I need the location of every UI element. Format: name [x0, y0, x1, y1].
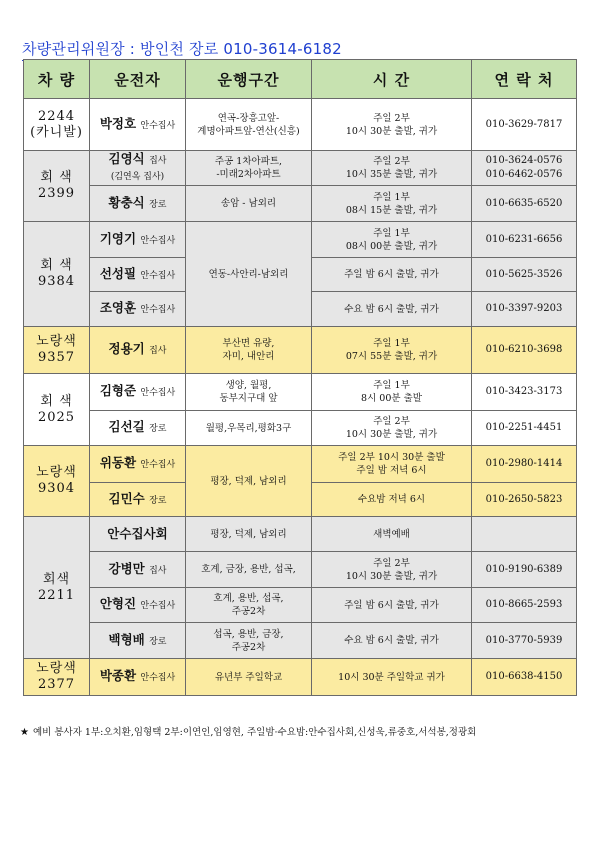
route-cell — [186, 552, 312, 588]
phone-number: 010-2980-1414 — [485, 458, 563, 469]
table-row — [24, 623, 577, 659]
vehicle-number: 2211 — [37, 587, 76, 603]
driver-cell — [90, 327, 186, 374]
time-text: 주일 1부 — [373, 338, 410, 349]
phone-number: 010-2251-4451 — [485, 422, 563, 433]
table-row — [24, 151, 577, 186]
driver-cell — [90, 659, 186, 696]
driver-cell — [90, 258, 186, 292]
time-text: 주일 밤 6시 출발, 귀가 — [344, 599, 439, 611]
vehicle-cell — [24, 99, 90, 151]
driver-role: 안수집사 — [140, 270, 176, 281]
vehicle-color: 노랑색 — [36, 334, 77, 349]
driver-name: 김영식 — [108, 151, 145, 166]
vehicle-number: 9304 — [37, 481, 76, 496]
route-cell — [186, 517, 312, 552]
phone-number: 010-9190-6389 — [485, 563, 563, 575]
route-cell — [186, 99, 312, 151]
driver-name: 선성필 — [99, 265, 137, 281]
vehicle-color: 회 색 — [40, 170, 73, 185]
route-cell — [186, 222, 312, 327]
contact-cell — [472, 483, 577, 517]
contact-cell — [472, 446, 577, 483]
vehicle-color: 회색 — [42, 571, 71, 587]
driver-role: 안수집사 — [140, 601, 176, 611]
time-cell — [312, 659, 472, 696]
driver-name: 정용기 — [108, 341, 145, 356]
table-row — [24, 411, 577, 446]
route-cell — [186, 374, 312, 411]
header-time: 시 간 — [312, 60, 472, 99]
route-text: 자미, 내안리 — [222, 351, 275, 362]
time-cell — [312, 483, 472, 517]
route-cell — [186, 446, 312, 517]
vehicle-number: 9357 — [37, 350, 76, 365]
route-text: 유년부 주일학교 — [214, 671, 283, 683]
vehicle-cell — [24, 374, 90, 446]
header-driver: 운전자 — [90, 60, 186, 99]
phone-number: 010-6231-6656 — [485, 233, 563, 245]
time-text: 08시 15분 출발, 귀가 — [345, 204, 438, 216]
time-cell — [312, 374, 472, 411]
phone-number: 010-3624-0576 — [485, 155, 563, 166]
driver-cell — [90, 552, 186, 588]
driver-cell — [90, 517, 186, 552]
phone-number: 010-3397-9203 — [485, 303, 563, 314]
time-text: 주일 2부 — [373, 416, 410, 427]
phone-number: 010-3629-7817 — [485, 118, 563, 130]
time-cell — [312, 292, 472, 327]
time-text: 수요 밤 6시 출발, 귀가 — [344, 303, 439, 315]
contact-cell — [472, 151, 577, 186]
driver-cell — [90, 623, 186, 659]
route-text: 주공2차 — [231, 606, 266, 617]
time-text: 주일 2부 — [373, 557, 410, 569]
table-body — [24, 99, 577, 696]
driver-name: 안수집사회 — [107, 526, 168, 541]
time-text: 10시 35분 출발, 귀가 — [345, 169, 438, 180]
time-cell — [312, 552, 472, 588]
header-vehicle: 차 량 — [24, 60, 90, 99]
reserve-volunteers-note — [20, 724, 476, 738]
table-row — [24, 517, 577, 552]
time-cell — [312, 623, 472, 659]
route-cell — [186, 327, 312, 374]
time-text: 주일 2부 — [373, 156, 410, 167]
route-cell — [186, 659, 312, 696]
page-title: 차량관리위원장 : 방인천 장로 010-3614-6182 — [22, 38, 342, 61]
driver-role: 집사 — [149, 565, 167, 576]
time-cell — [312, 327, 472, 374]
table-row — [24, 327, 577, 374]
vehicle-color: 노랑색 — [36, 465, 77, 480]
driver-role: 집사 — [149, 156, 167, 166]
contact-cell — [472, 222, 577, 258]
vehicle-number: 2377 — [37, 677, 76, 692]
time-cell — [312, 446, 472, 483]
driver-role: 집사 — [149, 346, 167, 356]
driver-cell — [90, 186, 186, 222]
route-cell — [186, 151, 312, 186]
route-text: 송암 - 남외리 — [220, 198, 277, 209]
phone-number: 010-3770-5939 — [485, 634, 563, 646]
route-text: -미래2차아파트 — [216, 169, 281, 180]
driver-role: 장로 — [149, 636, 167, 647]
time-text: 08시 00분 출발, 귀가 — [345, 240, 438, 252]
table-row — [24, 659, 577, 696]
driver-role: 안수집사 — [140, 235, 176, 246]
contact-cell — [472, 327, 577, 374]
route-text: 호계, 용반, 섭곡, — [213, 593, 284, 604]
driver-cell — [90, 99, 186, 151]
driver-role: 안수집사 — [140, 388, 176, 398]
phone-number: 010-6462-0576 — [485, 169, 563, 180]
route-text: 평장, 덕제, 남외리 — [210, 475, 287, 487]
vehicle-cell — [24, 446, 90, 517]
driver-cell — [90, 292, 186, 327]
vehicle-number: 9384 — [37, 274, 76, 289]
time-text: 수요 밤 6시 출발, 귀가 — [344, 635, 439, 646]
route-text: 생양, 월평, — [225, 380, 272, 391]
contact-cell — [472, 623, 577, 659]
time-text: 새벽예배 — [373, 528, 410, 540]
table-row — [24, 588, 577, 623]
vehicle-color: 노랑색 — [36, 661, 77, 676]
vehicle-number: 2244 — [37, 108, 76, 124]
time-cell — [312, 99, 472, 151]
header-route: 운행구간 — [186, 60, 312, 99]
vehicle-number: 2025 — [37, 409, 76, 425]
driver-role: 장로 — [149, 424, 167, 434]
time-text: 10시 30분 출발, 귀가 — [345, 429, 438, 440]
driver-role: 안수집사 — [140, 305, 176, 315]
vehicle-schedule-table — [23, 59, 577, 696]
driver-cell — [90, 483, 186, 517]
vehicle-color: 회 색 — [40, 258, 73, 273]
route-text: 호계, 금장, 용반, 섭곡, — [201, 564, 296, 575]
time-text: 수요밤 저녁 6시 — [357, 494, 426, 505]
vehicle-cell — [24, 222, 90, 327]
table-row — [24, 186, 577, 222]
route-text: 부산면 유량, — [222, 338, 275, 349]
driver-cell — [90, 222, 186, 258]
contact-cell — [472, 552, 577, 588]
driver-role: 장로 — [149, 495, 167, 506]
driver-name: 박정호 — [99, 115, 137, 131]
phone-number: 010-2650-5823 — [485, 493, 563, 505]
driver-name: 안형진 — [99, 596, 137, 611]
time-cell — [312, 151, 472, 186]
vehicle-cell — [24, 151, 90, 222]
route-cell — [186, 623, 312, 659]
driver-name: 백형배 — [108, 631, 145, 647]
route-text: 연곡-장흥고앞- — [217, 112, 280, 124]
driver-cell — [90, 374, 186, 411]
time-text: 8시 00분 출발 — [361, 393, 422, 404]
driver-name: 박종환 — [99, 668, 137, 683]
driver-role: 장로 — [149, 199, 167, 210]
contact-cell — [472, 99, 577, 151]
table-row — [24, 374, 577, 411]
vehicle-cell — [24, 659, 90, 696]
driver-role: 안수집사 — [140, 673, 176, 683]
time-text: 10시 30분 출발, 귀가 — [345, 125, 438, 137]
time-text: 10시 30분 주일학교 귀가 — [338, 671, 445, 683]
vehicle-number: 2399 — [37, 186, 76, 201]
route-text: 월평,우목리,평화3구 — [205, 422, 292, 434]
route-text: 동부지구대 앞 — [219, 393, 278, 404]
phone-number: 010-5625-3526 — [485, 268, 563, 280]
table-row — [24, 99, 577, 151]
star-icon: ★ — [20, 727, 29, 738]
driver-name: 위동환 — [99, 455, 137, 470]
contact-cell — [472, 588, 577, 623]
driver-name: 김형준 — [99, 383, 137, 398]
contact-cell — [472, 374, 577, 411]
phone-number: 010-8665-2593 — [485, 599, 563, 610]
driver-name: 강병만 — [108, 560, 145, 576]
table-row — [24, 446, 577, 483]
time-text: 10시 30분 출발, 귀가 — [345, 570, 438, 582]
time-cell — [312, 186, 472, 222]
driver-role: 안수집사 — [140, 120, 176, 131]
driver-secondary: (김연옥 집사) — [110, 172, 165, 182]
driver-name: 황충식 — [108, 194, 145, 210]
vehicle-cell — [24, 517, 90, 659]
contact-cell — [472, 292, 577, 327]
vehicle-color: 회 색 — [40, 393, 73, 409]
driver-name: 김민수 — [108, 490, 145, 506]
time-cell — [312, 517, 472, 552]
table-header-row — [24, 60, 577, 99]
table-row — [24, 222, 577, 258]
time-text: 주일 2부 10시 30분 출발 — [338, 452, 445, 463]
route-text: 주공2차 — [231, 641, 266, 653]
driver-name: 김선길 — [108, 419, 145, 434]
driver-cell — [90, 446, 186, 483]
time-text: 주일 1부 — [373, 191, 410, 203]
time-cell — [312, 258, 472, 292]
time-text: 주일 밤 저녁 6시 — [356, 465, 427, 476]
table-row — [24, 552, 577, 588]
phone-number: 010-6635-6520 — [485, 197, 563, 209]
route-text: 섭곡, 용반, 금장, — [213, 628, 284, 640]
time-cell — [312, 588, 472, 623]
route-text: 평장, 덕제, 남외리 — [210, 528, 287, 540]
route-text: 계명아파트앞-연산(신흥) — [197, 125, 300, 137]
driver-name: 조영훈 — [99, 300, 137, 315]
contact-cell — [472, 258, 577, 292]
time-text: 주일 1부 — [373, 380, 410, 391]
driver-cell — [90, 411, 186, 446]
note-text: 예비 봉사자 1부:오치환,임형택 2부:이연인,임영현, 주일밤·수요밤:안수집사회,신성욱,류중호,서석봉,정광회 — [32, 727, 477, 738]
driver-role: 안수집사 — [140, 460, 176, 470]
route-cell — [186, 588, 312, 623]
phone-number: 010-6210-3698 — [485, 344, 563, 355]
phone-number: 010-3423-3173 — [485, 386, 563, 397]
route-text: 연동-사안리-남외리 — [208, 268, 289, 280]
contact-cell — [472, 517, 577, 552]
time-text: 07시 55분 출발, 귀가 — [345, 351, 438, 362]
time-text: 주일 1부 — [373, 227, 410, 239]
time-cell — [312, 411, 472, 446]
contact-cell — [472, 186, 577, 222]
vehicle-cell — [24, 327, 90, 374]
contact-cell — [472, 411, 577, 446]
driver-cell — [90, 151, 186, 186]
driver-name: 기영기 — [99, 230, 137, 246]
route-cell — [186, 186, 312, 222]
time-text: 주일 밤 6시 출발, 귀가 — [344, 269, 439, 280]
vehicle-model: (카니발) — [30, 124, 83, 140]
time-text: 주일 2부 — [373, 112, 410, 124]
driver-cell — [90, 588, 186, 623]
route-text: 주공 1차아파트, — [214, 156, 283, 167]
phone-number: 010-6638-4150 — [485, 671, 563, 682]
header-contact: 연 락 처 — [472, 60, 577, 99]
contact-cell — [472, 659, 577, 696]
time-cell — [312, 222, 472, 258]
route-cell — [186, 411, 312, 446]
